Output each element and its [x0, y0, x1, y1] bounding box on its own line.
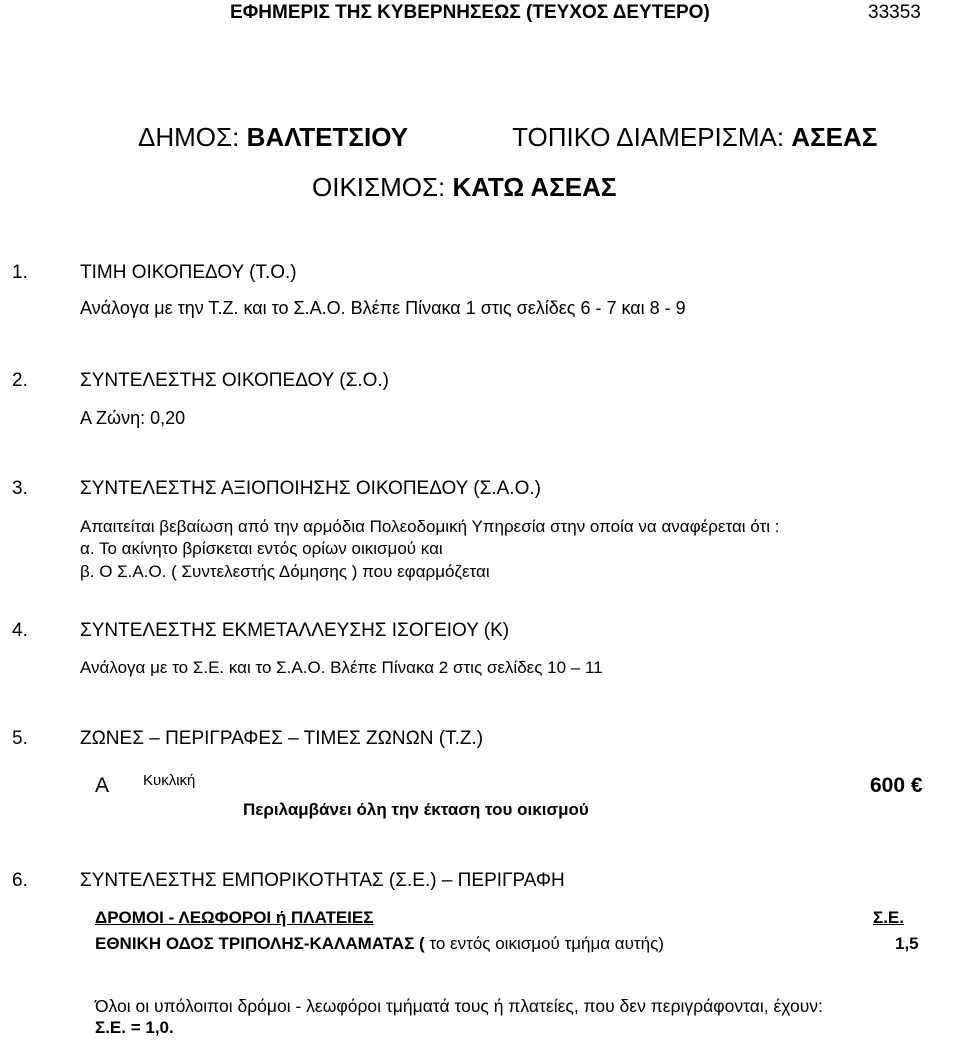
section-2-title: 2. ΣΥΝΤΕΛΕΣΤΗΣ ΟΙΚΟΠΕΔΟΥ (Σ.Ο.): [12, 370, 390, 391]
settlement-value: ΚΑΤΩ ΑΣΕΑΣ: [452, 172, 617, 202]
section-5-title: 5. ΖΩΝΕΣ – ΠΕΡΙΓΡΑΦΕΣ – ΤΙΜΕΣ ΖΩΝΩΝ (Τ.Ζ.): [12, 728, 484, 749]
municipality-line: [138, 122, 877, 153]
settlement-line: [312, 172, 617, 203]
section-1-text: Ανάλογα με την Τ.Ζ. και το Σ.Α.Ο. Βλέπε Πίνακα 1 στις σελίδες 6 - 7 και 8 - 9: [80, 298, 686, 318]
footer-note-line-2: Σ.Ε. = 1,0.: [95, 1018, 174, 1037]
zone-description: Περιλαμβάνει όλη την έκταση του οικισμού: [243, 800, 589, 819]
section-4-title: 4. ΣΥΝΤΕΛΕΣΤΗΣ ΕΚΜΕΤΑΛΛΕΥΣΗΣ ΙΣΟΓΕΙΟΥ (Κ): [12, 620, 510, 641]
section-2-zone-coefficient: Α Ζώνη: 0,20: [80, 408, 186, 428]
local-district-label: ΤΟΠΙΚΟ ΔΙΑΜΕΡΙΣΜΑ:: [512, 122, 785, 152]
section-3-title: 3. ΣΥΝΤΕΛΕΣΤΗΣ ΑΞΙΟΠΟΙΗΣΗΣ ΟΙΚΟΠΕΔΟΥ (Σ.Α.Ο.): [12, 478, 541, 499]
footer-note-line-1: Όλοι οι υπόλοιποι δρόμοι - λεωφόροι τμήματά τους ή πλατείες, που δεν περιγράφονται, έχουν:: [95, 996, 823, 1016]
commerce-table-row: [95, 934, 664, 954]
commerce-row-street-note: το εντός οικισμού τμήμα αυτής): [424, 934, 664, 953]
section-3-line-1: Απαιτείται βεβαίωση από την αρμόδια Πολεοδομική Υπηρεσία στην οποία να αναφέρεται ότι :: [80, 517, 780, 536]
zone-row: [95, 770, 935, 830]
zone-price: 600 €: [870, 774, 923, 797]
municipality-value: ΒΑΛΤΕΤΣΙΟΥ: [246, 122, 409, 152]
section-1-title: 1. ΤΙΜΗ ΟΙΚΟΠΕΔΟΥ (Τ.Ο.): [12, 262, 297, 283]
gazette-header-title: ΕΦΗΜΕΡΙΣ ΤΗΣ ΚΥΒΕΡΝΗΣΕΩΣ (ΤΕΥΧΟΣ ΔΕΥΤΕΡΟ): [230, 2, 710, 23]
local-district-value: ΑΣΕΑΣ: [791, 122, 878, 152]
section-4-text: Ανάλογα με το Σ.Ε. και το Σ.Α.Ο. Βλέπε Πίνακα 2 στις σελίδες 10 – 11: [80, 658, 603, 677]
section-6-title: 6. ΣΥΝΤΕΛΕΣΤΗΣ ΕΜΠΟΡΙΚΟΤΗΤΑΣ (Σ.Ε.) – ΠΕΡΙΓΡΑΦΗ: [12, 870, 565, 891]
section-3-line-2: α. Το ακίνητο βρίσκεται εντός ορίων οικισμού και: [80, 539, 443, 558]
section-3-line-3: β. Ο Σ.Α.Ο. ( Συντελεστής Δόμησης ) που εφαρμόζεται: [80, 562, 490, 581]
zone-letter: Α: [95, 774, 110, 797]
commerce-row-street-name: ΕΘΝΙΚΗ ΟΔΟΣ ΤΡΙΠΟΛΗΣ-ΚΑΛΑΜΑΤΑΣ (: [95, 934, 425, 953]
zone-name: Κυκλική: [143, 772, 196, 789]
municipality-label: ΔΗΜΟΣ:: [138, 122, 240, 152]
commerce-table-header-streets: ΔΡΟΜΟΙ - ΛΕΩΦΟΡΟΙ ή ΠΛΑΤΕΙΕΣ: [95, 908, 374, 927]
commerce-row-value: 1,5: [895, 934, 919, 953]
page-number: 33353: [868, 2, 921, 23]
commerce-table-header-coefficient: Σ.Ε.: [873, 908, 904, 927]
settlement-label: ΟΙΚΙΣΜΟΣ:: [312, 172, 446, 202]
